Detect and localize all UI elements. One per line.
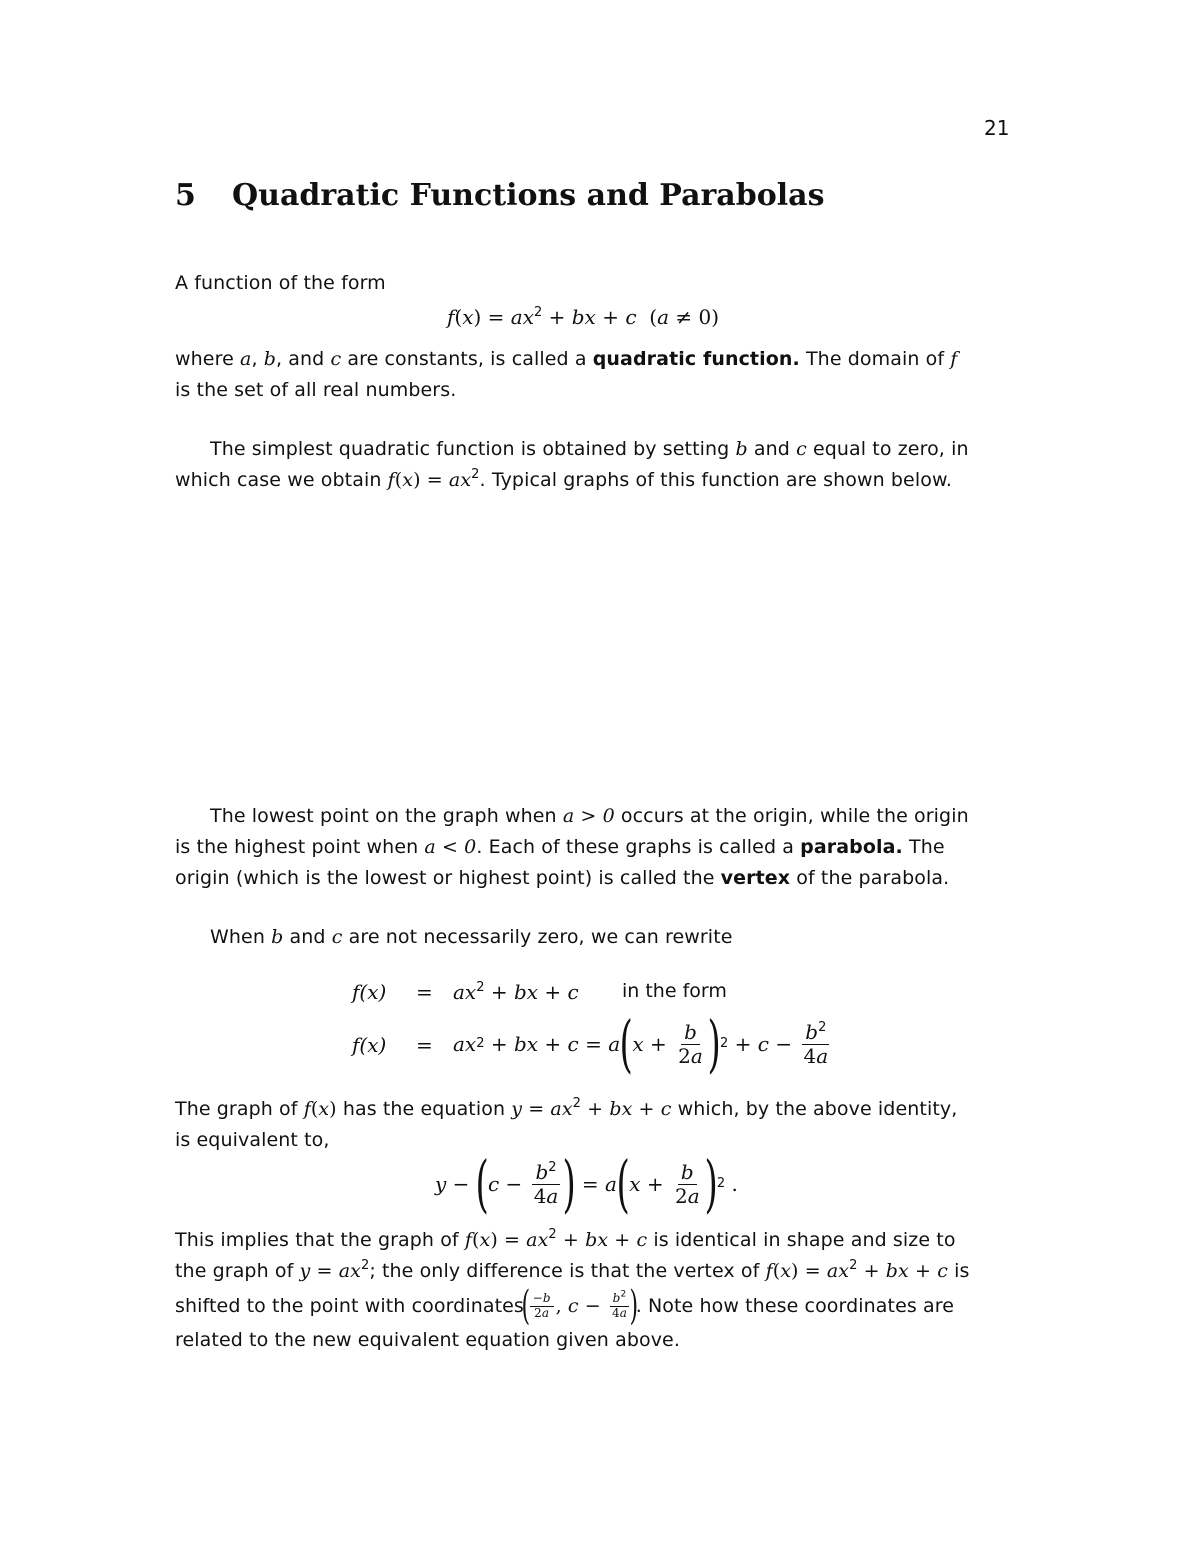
simplest-line-2: which case we obtain $f(x) = ax^2$. Typical graphs of this function are shown below. (175, 467, 952, 491)
section-heading (175, 178, 824, 213)
eq-row1-rhs: $ax^2$ + bx + c (453, 980, 579, 1004)
intro-domain-line: is the set of all real numbers. (175, 379, 457, 401)
graph-eq-line-1: The graph of f(x) has the equation $y = ax^2$ + bx + c which, by the above identity, (175, 1096, 958, 1120)
conclusion-line-2: the graph of $y = ax^2$; the only difference is that the vertex of $f(x) = ax^2$ + bx + c is (175, 1258, 970, 1282)
graph-area-blank (175, 505, 1025, 795)
page-number: 21 (984, 116, 1010, 140)
rewrite-line: When b and c are not necessarily zero, we can rewrite (210, 926, 733, 948)
graph-eq-line-2: is equivalent to, (175, 1129, 330, 1151)
display-equation-quadratic: $f(x) = ax^2$ + bx + c (a ≠ 0) (447, 305, 719, 329)
conclusion-line-3: shifted to the point with coordinates ( $\frac{-b}{2a}$ , c − $\frac{b^2}{4a}$ ) . Note how these coordinates are (175, 1283, 955, 1329)
conclusion-line-4: related to the new equivalent equation given above. (175, 1329, 680, 1351)
lowest-line-1: The lowest point on the graph when a > 0 occurs at the origin, while the origin (210, 805, 969, 827)
term-parabola: parabola. (800, 836, 903, 858)
eq-row2-equals: = (416, 1033, 433, 1057)
eq-row2-lhs: f(x) (352, 1033, 387, 1057)
intro-definition-line: where a, b, and c are constants, is called a quadratic function. The domain of f (175, 348, 958, 370)
intro-lead: A function of the form (175, 272, 386, 294)
term-vertex: vertex (720, 867, 791, 889)
eq-row2-rhs: ax 2 + bx + c = a ( x + $\frac{b}{2a}$ ) 2 + c − $\frac{b^2}{4a}$ (453, 1007, 829, 1080)
conclusion-line-1: This implies that the graph of $f(x) = ax^2$ + bx + c is identical in shape and size to (175, 1227, 956, 1251)
section-number: 5 (175, 178, 196, 213)
eq-row1-lhs: f(x) (352, 980, 387, 1004)
eq-row1-note: in the form (622, 980, 727, 1002)
display-equation-vertex-form: y − ( c − $\frac{b^2}{4a}$ ) = a ( x + $\frac{b}{2a}$ ) 2 . (435, 1147, 738, 1220)
simplest-line-1: The simplest quadratic function is obtained by setting b and c equal to zero, in (210, 438, 969, 460)
lowest-line-3: origin (which is the lowest or highest point) is called the vertex of the parabola. (175, 867, 950, 889)
lowest-line-2: is the highest point when a < 0. Each of these graphs is called a parabola. The (175, 836, 945, 858)
term-quadratic-function: quadratic function. (592, 348, 800, 370)
section-title: Quadratic Functions and Parabolas (232, 178, 825, 213)
eq-row1-equals: = (416, 980, 433, 1004)
